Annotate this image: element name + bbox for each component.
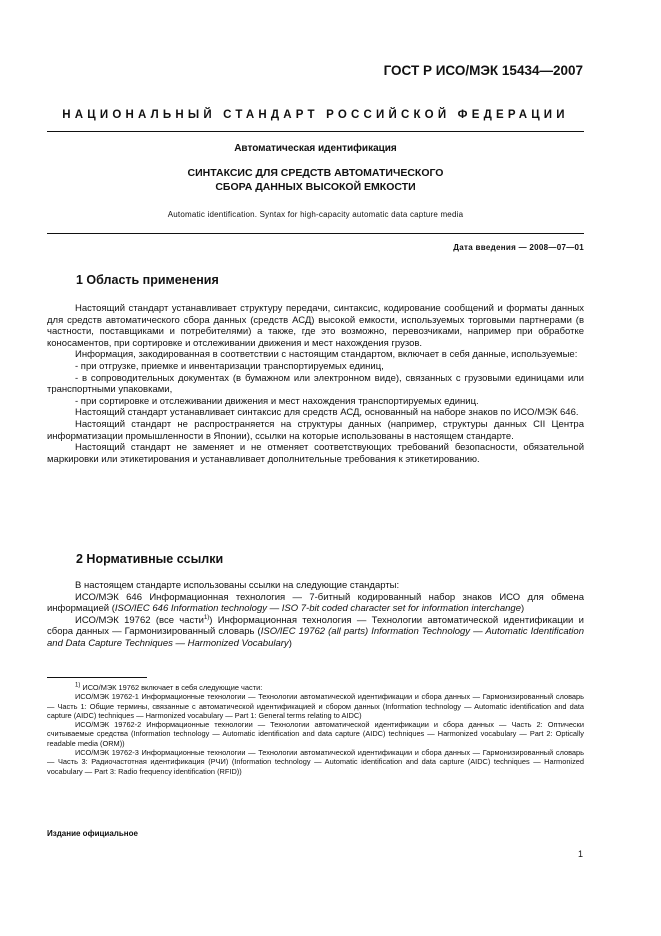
footnote-item: ИСО/МЭК 19762-2 Информационные технологии — Технологии автоматической идентификации и сбора данных — Часть 2: Оптически считываемые средства (Information technology — Automatic identification and data capture (AIDC) techniques — Harmonized vocabulary — Part 2: Optically readable media (ORM)): [47, 720, 584, 748]
reference-iso-646: ИСО/МЭК 646 Информационная технология — 7-битный кодированный набор знаков ИСО для обмена информацией (ISO/IEC 646 Information technology — ISO 7-bit coded character set for information interchange): [47, 591, 584, 615]
paragraph: Информация, закодированная в соответствии с настоящим стандартом, включает в себя данные, используемые:: [75, 349, 578, 361]
paragraph: Настоящий стандарт устанавливает синтаксис для средств АСД, основанный на наборе знаков по ИСО/МЭК 646.: [75, 407, 579, 419]
section-2-heading: 2 Нормативные ссылки: [76, 552, 224, 566]
footnote-intro: $^{1)}$ ИСО/МЭК 19762 включает в себя следующие части:: [75, 682, 263, 692]
paragraph: Настоящий стандарт не распространяется на структуры данных (например, структуры данных CII Центра информатизации промышленности в Японии), ссылки на которые использованы в настоящем стандарте.: [47, 418, 584, 442]
introduction-date: Дата введения — 2008—07—01: [453, 243, 584, 252]
reference-iso-19762: ИСО/МЭК 19762 (все части$^{1)}$) Информационная технология — Технологии автоматической идентификации и сбора данных — Гармонизированный словарь (ISO/IEC 19762 (all parts) Information Technology — Automatic Identification and Data Capture Techniques — Harmonized Vocabulary): [47, 614, 584, 649]
section-2-body: [47, 580, 584, 650]
title-line-2: СБОРА ДАННЫХ ВЫСОКОЙ ЕМКОСТИ: [215, 181, 416, 193]
section-1-heading: 1 Область применения: [76, 273, 219, 287]
document-subtitle: Автоматическая идентификация: [234, 143, 397, 154]
title-line-1: СИНТАКСИС ДЛЯ СРЕДСТВ АВТОМАТИЧЕСКОГО: [187, 167, 444, 179]
edition-label: Издание официальное: [47, 829, 138, 838]
footnote: [47, 683, 584, 776]
paragraph: В настоящем стандарте использованы ссылки на следующие стандарты:: [75, 580, 400, 591]
header-rule: [47, 131, 584, 132]
title-rule: [47, 233, 584, 234]
document-title: [47, 166, 584, 194]
page-number: 1: [577, 849, 583, 859]
footnote-rule: [47, 677, 147, 678]
section-1-body: [47, 303, 584, 465]
footnote-item: ИСО/МЭК 19762-3 Информационные технологии — Технологии автоматической идентификации и сбора данных — Гармонизированный словарь — Часть 3: Радиочастотная идентификация (РЧИ) (Information technology — Automatic identification and data capture (AIDC) techniques — Harmonized vocabulary — Part 3: Radio frequency identification (RFID)): [47, 748, 584, 776]
footnote-item: ИСО/МЭК 19762-1 Информационные технологии — Технологии автоматической идентификации и сбора данных — Гармонизированный словарь — Часть 1: Общие термины, связанные с автоматической идентификацией и сбором данных (Information technology — Automatic identification and data capture (AIDC) techniques — Harmonized vocabulary — Part 1: General terms relating to AIDC): [47, 692, 584, 720]
paragraph: Настоящий стандарт устанавливает структуру передачи, синтаксис, кодирование сообщений и форматы данных для средств автоматического сбора данных (средств АСД) высокой емкости, используемых торговыми партнерами (в частности, поставщиками и потребителями) а также, где это возможно, перевозчиками, например при обработке коносаментов, при сортировке и отслеживании движения и мест нахождения грузов.: [47, 303, 584, 349]
list-item: - при отгрузке, приемке и инвентаризации транспортируемых единиц,: [75, 360, 384, 372]
list-item: - в сопроводительных документах (в бумажном или электронном виде), связанных с грузовыми единицами или транспортными упаковками,: [47, 372, 584, 396]
national-standard-banner: НАЦИОНАЛЬНЫЙ СТАНДАРТ РОССИЙСКОЙ ФЕДЕРАЦИИ: [62, 109, 569, 121]
paragraph: Настоящий стандарт не заменяет и не отменяет соответствующих требований безопасности, обязательной маркировки или этикетирования и устанавливает дополнительные требования к этикетированию.: [47, 442, 584, 465]
standard-number: ГОСТ Р ИСО/МЭК 15434—2007: [383, 63, 583, 78]
footnote-marker: 1): [203, 614, 210, 621]
english-title: Automatic identification. Syntax for high-capacity automatic data capture media: [167, 210, 464, 219]
list-item: - при сортировке и отслеживании движения и мест нахождения транспортируемых единиц.: [75, 395, 479, 407]
